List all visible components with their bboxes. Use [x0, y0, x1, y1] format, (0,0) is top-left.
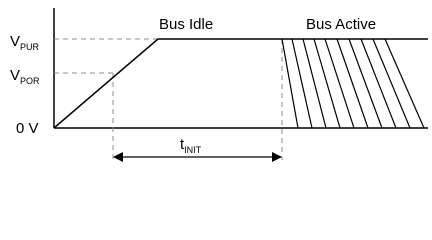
bus-active-label: Bus Active	[306, 16, 377, 33]
vpur-label: $V_{PUR}$	[10, 33, 40, 52]
bus-idle-label: Bus Idle	[159, 16, 214, 33]
t-init-label: $t_{INIT}$	[180, 136, 202, 155]
voltage-ramp-line	[54, 39, 428, 128]
zero-volt-label: 0 V	[16, 120, 39, 137]
vpor-label: $V_{POR}$	[10, 67, 40, 86]
bus-active-hatch	[282, 39, 424, 128]
